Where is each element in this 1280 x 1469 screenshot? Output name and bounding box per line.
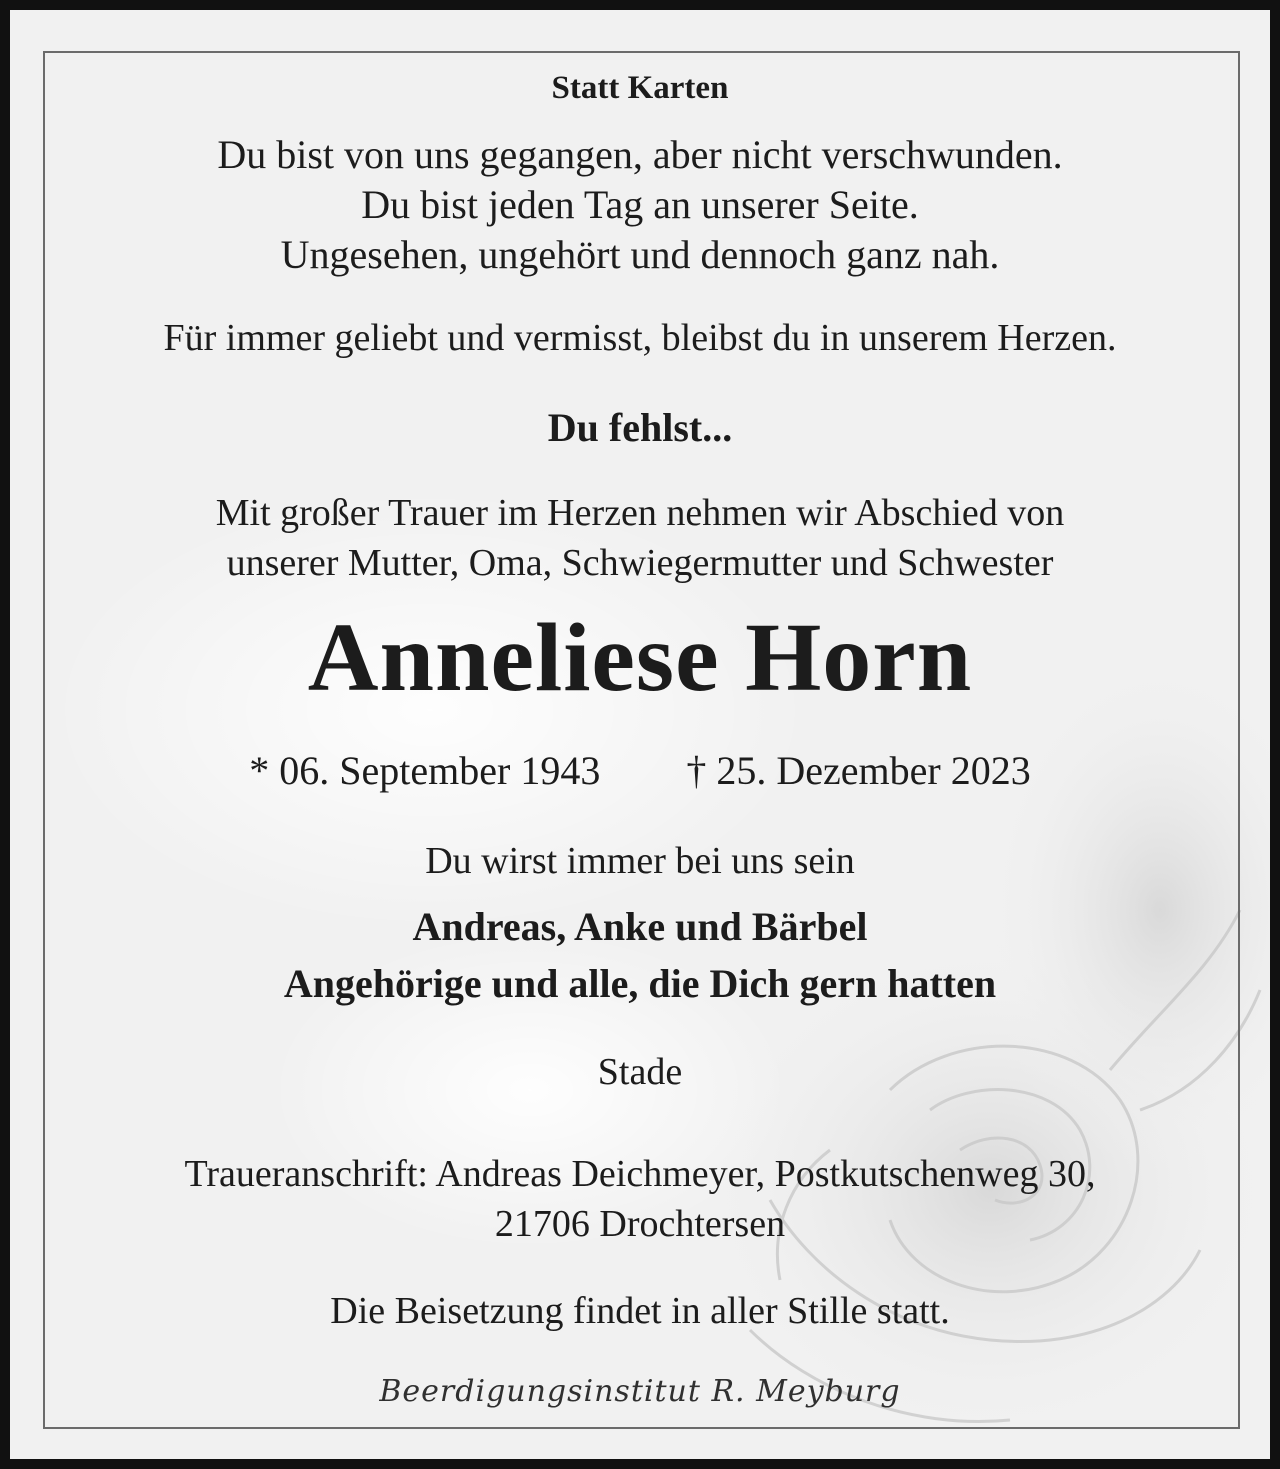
poem-line-3: Ungesehen, ungehört und dennoch ganz nah. [280,232,1000,277]
life-dates [10,747,1270,794]
poem-line-1: Du bist von uns gegangen, aber nicht verschwunden. [217,132,1063,177]
mourners-line-2: Angehörige und alle, die Dich gern hatten [283,961,997,1006]
farewell: Du wirst immer bei uns sein [425,840,855,882]
death-date: † 25. Dezember 2023 [686,748,1031,793]
announcement-line-2: unserer Mutter, Oma, Schwiegermutter und Schwester [226,542,1054,584]
address-line-2: 21706 Drochtersen [494,1203,786,1245]
announcement-line-1: Mit großer Trauer im Herzen nehmen wir Abschied von [215,492,1065,534]
header: Statt Karten [551,70,729,106]
poem-line-2: Du bist jeden Tag an unserer Seite. [361,182,919,227]
birth-date: * 06. September 1943 [249,748,601,793]
burial-note: Die Beisetzung findet in aller Stille statt. [330,1290,950,1332]
place: Stade [597,1051,683,1093]
address-line-1: Traueranschrift: Andreas Deichmeyer, Postkutschenweg 30, [184,1153,1096,1195]
funeral-home-signature: Beerdigungsinstitut R. Meyburg [379,1374,901,1409]
mourners-line-1: Andreas, Anke und Bärbel [412,904,868,949]
deceased-name: Anneliese Horn [307,604,973,712]
missing-line: Du fehlst... [547,405,733,450]
dedication: Für immer geliebt und vermisst, bleibst du in unserem Herzen. [163,317,1117,359]
